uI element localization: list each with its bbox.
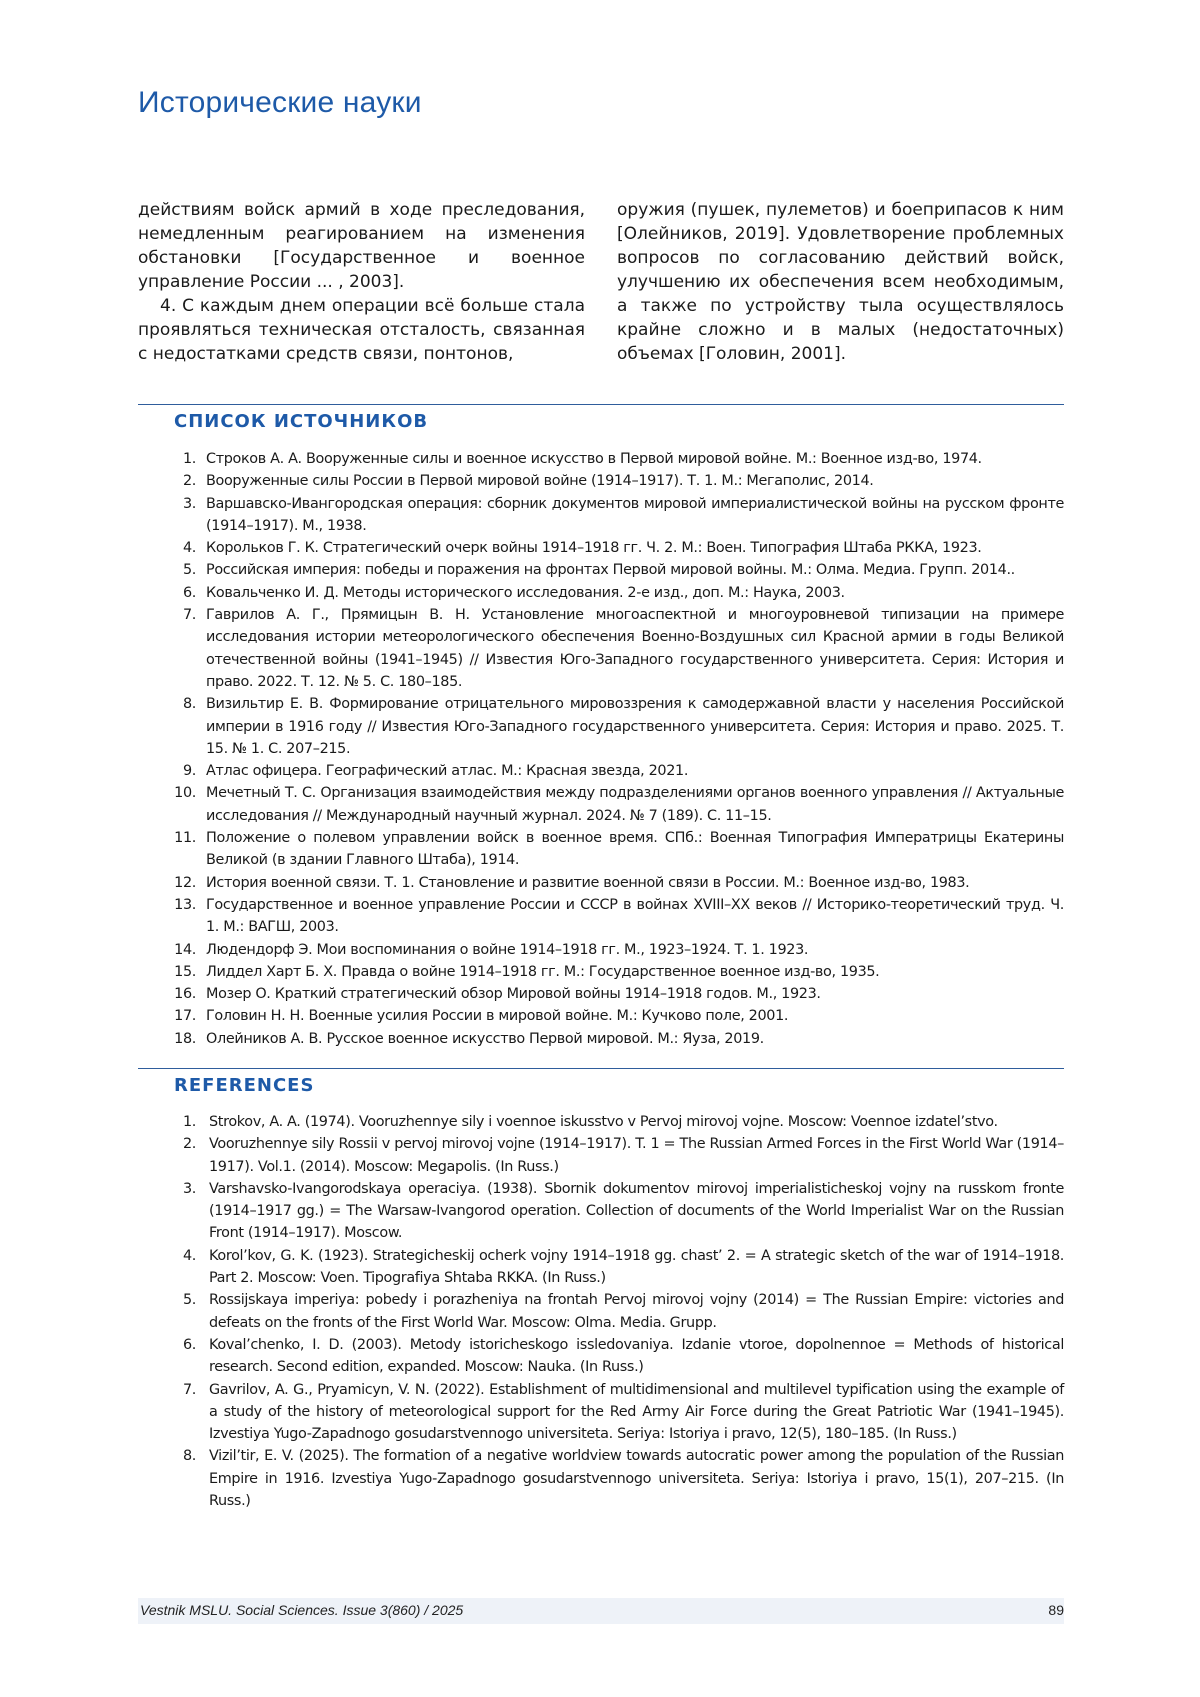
reference-item [174,1028,1064,1050]
reference-item [174,470,1064,492]
reference-text: Мечетный Т. С. Организация взаимодействия между подразделениями органов военного управления // Актуальные исследования // Международный научный журнал. 2024. № 7 (189). С. 11–15. [206,785,1064,824]
reference-text: Атлас офицера. Географический атлас. М.: Красная звезда, 2021. [206,763,689,780]
footer-journal: Vestnik MSLU. Social Sciences. Issue 3(860) / 2025 [140,1602,464,1618]
reference-text: Gavrilov, A. G., Pryamicyn, V. N. (2022). Establishment of multidimensional and multilevel typification using the example of a study of the history of meteorological support for the Red Army Air Force during the Great Patriotic War (1941–1945). Izvestiya Yugo-Zapadnogo gosudarstvennogo universiteta. Seriya: Istoriya i pravo, 12(5), 180–185. (In Russ.) [209,1381,1064,1443]
reference-number: 13. [174,896,196,913]
section-header: Исторические науки [138,86,422,119]
reference-number: 5. [182,562,196,579]
reference-item [174,1133,1064,1178]
reference-item [174,448,1064,470]
reference-item [174,1245,1064,1290]
body-columns [138,198,1064,366]
reference-number: 8. [182,696,196,713]
reference-number: 1. [182,1114,196,1130]
reference-item [174,1334,1064,1379]
reference-number: 7. [182,1381,196,1398]
reference-text: Strokov, A. A. (1974). Vooruzhennye sily i voennoe iskusstvo v Pervoj mirovoj vojne. Moscow: Voennoe izdatel’stvo. [209,1114,998,1130]
reference-item [174,493,1064,538]
reference-text: Vizil’tir, E. V. (2025). The formation of a negative worldview towards autocratic power among the population of the Russian Empire in 1916. Izvestiya Yugo-Zapadnogo gosudarstvennogo universiteta. Seriya: Istoriya i pravo, 15(1), 207–215. (In Russ.) [209,1448,1064,1510]
reference-item [174,894,1064,939]
references-list [174,1111,1064,1512]
footer-page-number: 89 [1048,1602,1064,1618]
body-column-left [138,198,585,366]
reference-item [174,1005,1064,1027]
reference-number: 3. [182,1180,196,1197]
reference-item [174,1379,1064,1446]
reference-number: 2. [182,473,196,490]
reference-item [174,537,1064,559]
reference-text: Людендорф Э. Мои воспоминания о войне 1914–1918 гг. М., 1923–1924. Т. 1. 1923. [206,941,809,958]
reference-number: 16. [174,986,196,1003]
reference-text: Российская империя: победы и поражения на фронтах Первой мировой войны. М.: Олма. Медиа. Групп. 2014.. [206,562,1015,579]
reference-item [174,559,1064,581]
reference-number: 4. [182,540,196,557]
reference-item [174,872,1064,894]
reference-number: 18. [174,1030,196,1047]
reference-number: 11. [174,830,196,847]
reference-number: 12. [174,874,196,891]
reference-item [174,760,1064,782]
reference-item [174,1289,1064,1334]
reference-item [174,961,1064,983]
references-divider [138,1068,1064,1069]
reference-item [174,582,1064,604]
reference-text: Rossijskaya imperiya: pobedy i porazheniya na frontah Pervoj mirovoj vojny (2014) = The Russian Empire: victories and defeats on the fronts of the First World War. Moscow: Olma. Media. Grupp. [209,1292,1064,1331]
reference-item [174,983,1064,1005]
reference-number: 6. [182,1336,196,1353]
body-paragraph: 4. С каждым днем операции всё больше стала проявляться техническая отсталость, связанная с недостатками средств связи, понтонов, [138,296,585,364]
reference-text: Варшавско-Ивангородская операция: сборник документов мировой империалистической войны на русском фронте (1914–1917). М., 1938. [206,495,1064,534]
reference-text: Олейников А. В. Русское военное искусство Первой мировой. М.: Яуза, 2019. [206,1030,764,1047]
reference-text: Вооруженные силы России в Первой мировой войне (1914–1917). Т. 1. М.: Мегаполис, 2014. [206,473,874,490]
body-paragraph: оружия (пушек, пулеметов) и боеприпасов к ним [Олейников, 2019]. Удовлетворение проблемных вопросов по согласованию действий войск, улучшению их обеспечения всем необходимым, а также по устройству тыла осуществлялось крайне сложно и в малых (недостаточных) объемах [Головин, 2001]. [617,200,1064,364]
reference-number: 9. [182,763,196,780]
reference-text: Гаврилов А. Г., Прямицын В. Н. Установление многоаспектной и многоуровневой типизации на примере исследования истории метеорологического обеспечения Военно-Воздушных сил Красной армии в годы Великой отечественной войны (1941–1945) // Известия Юго-Западного государственного университета. Серия: История и право. 2022. Т. 12. № 5. С. 180–185. [206,607,1064,690]
reference-item [174,693,1064,760]
reference-item [174,604,1064,693]
sources-list [174,448,1064,1050]
references-title: REFERENCES [174,1075,315,1096]
reference-text: Строков А. А. Вооруженные силы и военное искусство в Первой мировой войне. М.: Военное изд-во, 1974. [206,451,982,467]
reference-text: Положение о полевом управлении войск в военное время. СПб.: Военная Типография Императрицы Екатерины Великой (в здании Главного Штаба), 1914. [206,830,1064,869]
reference-number: 7. [182,607,196,624]
reference-number: 14. [174,941,196,958]
reference-text: Мозер О. Краткий стратегический обзор Мировой войны 1914–1918 годов. М., 1923. [206,986,821,1003]
reference-text: Лиддел Харт Б. Х. Правда о войне 1914–1918 гг. М.: Государственное военное изд-во, 1935. [206,963,880,980]
reference-number: 5. [182,1292,196,1309]
reference-text: Корольков Г. К. Стратегический очерк войны 1914–1918 гг. Ч. 2. М.: Воен. Типография Штаба РККА, 1923. [206,540,982,557]
reference-number: 6. [182,584,196,601]
reference-item [174,1445,1064,1512]
reference-text: Korol’kov, G. K. (1923). Strategicheskij ocherk vojny 1914–1918 gg. chast’ 2. = A strategic sketch of the war of 1914–1918. Part 2. Moscow: Voen. Tipografiya Shtaba RKKA. (In Russ.) [209,1247,1064,1287]
reference-item [174,782,1064,827]
reference-text: Ковальченко И. Д. Методы исторического исследования. 2-е изд., доп. М.: Наука, 2003. [206,584,845,601]
reference-text: Koval’chenko, I. D. (2003). Metody istoricheskogo issledovaniya. Izdanie vtoroe, dopolnennoe = Methods of historical research. Second edition, expanded. Moscow: Nauka. (In Russ.) [209,1336,1064,1376]
reference-number: 1. [182,451,196,467]
reference-text: Государственное и военное управление России и СССР в войнах XVIII–XX веков // Историко-теоретический труд. Ч. 1. М.: ВАГШ, 2003. [206,896,1064,936]
reference-item [174,1178,1064,1245]
reference-number: 10. [174,785,196,802]
reference-text: Визильтир Е. В. Формирование отрицательного мировоззрения к самодержавной власти у населения Российской империи в 1916 году // Известия Юго-Западного государственного университета. Серия: История и право. 2025. Т. 15. № 1. С. 207–215. [206,696,1064,757]
body-column-right [617,198,1064,366]
reference-number: 3. [182,495,196,512]
reference-number: 8. [182,1448,196,1465]
reference-text: Vooruzhennye sily Rossii v pervoj mirovoj vojne (1914–1917). T. 1 = The Russian Armed Forces in the First World War (1914–1917). Vol.1. (2014). Moscow: Megapolis. (In Russ.) [209,1136,1064,1175]
reference-number: 2. [182,1136,196,1153]
reference-item [174,827,1064,872]
reference-number: 4. [182,1247,196,1264]
reference-number: 15. [174,963,196,980]
reference-item [174,939,1064,961]
sources-divider [138,404,1064,405]
body-paragraph: действиям войск армий в ходе преследования, немедленным реагированием на изменения обстановки [Государственное и военное управление России ... , 2003]. [138,200,585,292]
reference-item [174,1111,1064,1133]
reference-text: Головин Н. Н. Военные усилия России в мировой войне. М.: Кучково поле, 2001. [206,1008,789,1025]
reference-text: История военной связи. Т. 1. Становление и развитие военной связи в России. М.: Военное изд-во, 1983. [206,874,970,891]
sources-title: СПИСОК ИСТОЧНИКОВ [174,411,429,432]
reference-text: Varshavsko-Ivangorodskaya operaciya. (1938). Sbornik dokumentov mirovoj imperialisticheskoj vojny na russkom fronte (1914–1917 gg.) = The Warsaw-Ivangorod operation. Collection of documents of the World Imperialist War on the Russian Front (1914–1917). Moscow. [209,1180,1064,1242]
reference-number: 17. [174,1008,196,1025]
